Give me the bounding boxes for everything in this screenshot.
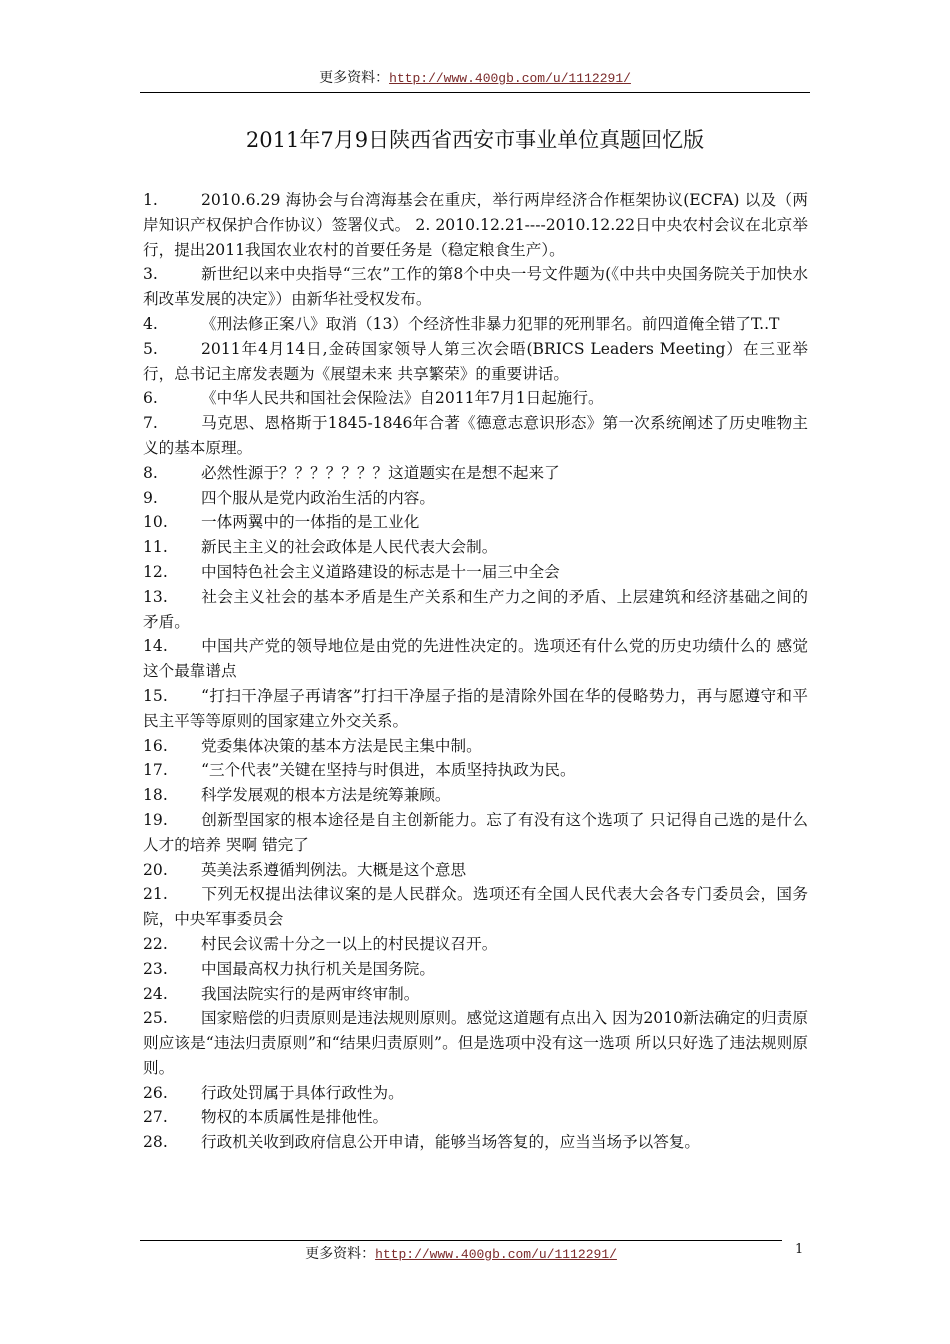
item-number: 27.: [143, 1108, 168, 1127]
list-item: [143, 758, 808, 783]
list-item: [143, 1081, 808, 1106]
item-text: 下列无权提出法律议案的是人民群众。选项还有全国人民代表大会各专门委员会，国务院，中央军事委员会: [143, 885, 808, 929]
item-text: 科学发展观的根本方法是统筹兼顾。: [201, 786, 451, 805]
item-text: 新民主主义的社会政体是人民代表大会制。: [201, 538, 498, 557]
item-number: 14.: [143, 637, 168, 656]
item-number: 3.: [143, 265, 158, 284]
item-number: 20.: [143, 860, 168, 879]
item-text: 2010.6.29 海协会与台湾海基会在重庆，举行两岸经济合作框架协议(ECFA) 以及（两岸知识产权保护合作协议）签署仪式。 2. 2010.12.21----2010.12.22日中央农村会议在北京举行，提出2011我国农业农村的首要任务是（稳定粮食生产）。: [143, 191, 808, 259]
item-text: 中国特色社会主义道路建设的标志是十一届三中全会: [201, 562, 560, 581]
item-text: 四个服从是党内政治生活的内容。: [201, 488, 435, 507]
list-item: [143, 535, 808, 560]
item-number: 19.: [143, 810, 168, 829]
list-item: [143, 684, 808, 734]
item-text: 2011年4月14日,金砖国家领导人第三次会晤(BRICS Leaders Meeting）在三亚举行，总书记主席发表题为《展望未来 共享繁荣》的重要讲话。: [143, 339, 808, 383]
item-number: 23.: [143, 959, 168, 978]
list-item: [143, 262, 808, 312]
list-item: [143, 957, 808, 982]
item-text: 物权的本质属性是排他性。: [201, 1108, 389, 1127]
item-number: 18.: [143, 786, 168, 805]
item-number: 22.: [143, 934, 168, 953]
list-item: [143, 188, 808, 262]
list-item: [143, 560, 808, 585]
item-number: 13.: [143, 587, 168, 606]
item-text: “打扫干净屋子再请客”打扫干净屋子指的是清除外国在华的侵略势力，再与愿遵守和平民主平等等原则的国家建立外交关系。: [143, 686, 808, 730]
item-text: 社会主义社会的基本矛盾是生产关系和生产力之间的矛盾、上层建筑和经济基础之间的矛盾。: [143, 587, 808, 631]
item-number: 28.: [143, 1133, 168, 1152]
list-item: [143, 411, 808, 461]
list-item: [143, 932, 808, 957]
item-text: 党委集体决策的基本方法是民主集中制。: [201, 736, 482, 755]
item-number: 10.: [143, 513, 168, 532]
list-item: [143, 1105, 808, 1130]
item-number: 1.: [143, 191, 158, 209]
item-number: 16.: [143, 736, 168, 755]
list-item: [143, 312, 808, 337]
footer-link[interactable]: http://www.400gb.com/u/1112291/: [375, 1247, 617, 1262]
header-rule: [140, 92, 810, 93]
item-number: 21.: [143, 885, 168, 904]
item-number: 25.: [143, 1009, 168, 1028]
page-header: [140, 68, 810, 89]
header-link[interactable]: http://www.400gb.com/u/1112291/: [389, 71, 631, 86]
item-text: 马克思、恩格斯于1845-1846年合著《德意志意识形态》第一次系统阐述了历史唯物主义的基本原理。: [143, 414, 808, 457]
header-label: 更多资料：: [319, 70, 390, 86]
list-item: [143, 486, 808, 511]
document-title: 2011年7月9日陕西省西安市事业单位真题回忆版: [245, 128, 705, 152]
footer-rule: [140, 1240, 782, 1241]
list-item: [143, 510, 808, 535]
item-number: 26.: [143, 1083, 168, 1102]
item-text: 我国法院实行的是两审终审制。: [201, 984, 420, 1003]
list-item: [143, 1130, 808, 1155]
item-text: 中国最高权力执行机关是国务院。: [201, 959, 435, 978]
document-body: [143, 188, 808, 1155]
list-item: [143, 1006, 808, 1080]
item-number: 5.: [143, 339, 158, 358]
item-text: 村民会议需十分之一以上的村民提议召开。: [201, 934, 498, 953]
item-text: 一体两翼中的一体指的是工业化: [201, 513, 420, 532]
item-number: 9.: [143, 488, 158, 507]
list-item: [143, 808, 808, 858]
item-text: 行政处罚属于具体行政性为。: [201, 1083, 404, 1102]
item-number: 24.: [143, 984, 168, 1003]
page-number: 1: [795, 1242, 804, 1257]
item-number: 4.: [143, 314, 158, 333]
item-text: 《中华人民共和国社会保险法》自2011年7月1日起施行。: [201, 389, 604, 408]
list-item: [143, 585, 808, 635]
list-item: [143, 386, 808, 411]
list-item: [143, 982, 808, 1007]
item-text: 行政机关收到政府信息公开申请，能够当场答复的，应当当场予以答复。: [201, 1133, 701, 1152]
item-number: 12.: [143, 562, 168, 581]
list-item: [143, 461, 808, 486]
item-text: 英美法系遵循判例法。大概是这个意思: [201, 860, 467, 879]
item-number: 17.: [143, 761, 168, 780]
item-text: 必然性源于？？？？？？？这道题实在是想不起来了: [201, 463, 560, 482]
item-number: 15.: [143, 686, 168, 705]
list-item: [143, 858, 808, 883]
list-item: [143, 783, 808, 808]
item-number: 11.: [143, 538, 168, 557]
item-text: 《刑法修正案八》取消（13）个经济性非暴力犯罪的死刑罪名。前四道俺全错了T..T: [201, 314, 780, 333]
item-text: 创新型国家的根本途径是自主创新能力。忘了有没有这个选项了 只记得自己选的是什么人才的培养 哭啊 错完了: [143, 810, 808, 854]
item-text: 中国共产党的领导地位是由党的先进性决定的。选项还有什么党的历史功绩什么的 感觉这个最靠谱点: [143, 637, 808, 681]
list-item: [143, 734, 808, 759]
item-text: 新世纪以来中央指导“三农”工作的第8个中央一号文件题为(《中共中央国务院关于加快水利改革发展的决定》）由新华社受权发布。: [143, 265, 808, 309]
list-item: [143, 882, 808, 932]
list-item: [143, 634, 808, 684]
item-number: 7.: [143, 414, 158, 433]
footer-label: 更多资料：: [305, 1246, 376, 1262]
page-footer: [140, 1244, 782, 1265]
item-number: 6.: [143, 389, 158, 408]
item-number: 8.: [143, 463, 158, 482]
item-text: “三个代表”关键在坚持与时俱进，本质坚持执政为民。: [201, 761, 576, 780]
item-text: 国家赔偿的归责原则是违法规则原则。感觉这道题有点出入 因为2010新法确定的归责原则应该是“违法归责原则”和“结果归责原则”。但是选项中没有这一选项 所以只好选了违法规则原则。: [143, 1009, 808, 1077]
list-item: [143, 337, 808, 387]
